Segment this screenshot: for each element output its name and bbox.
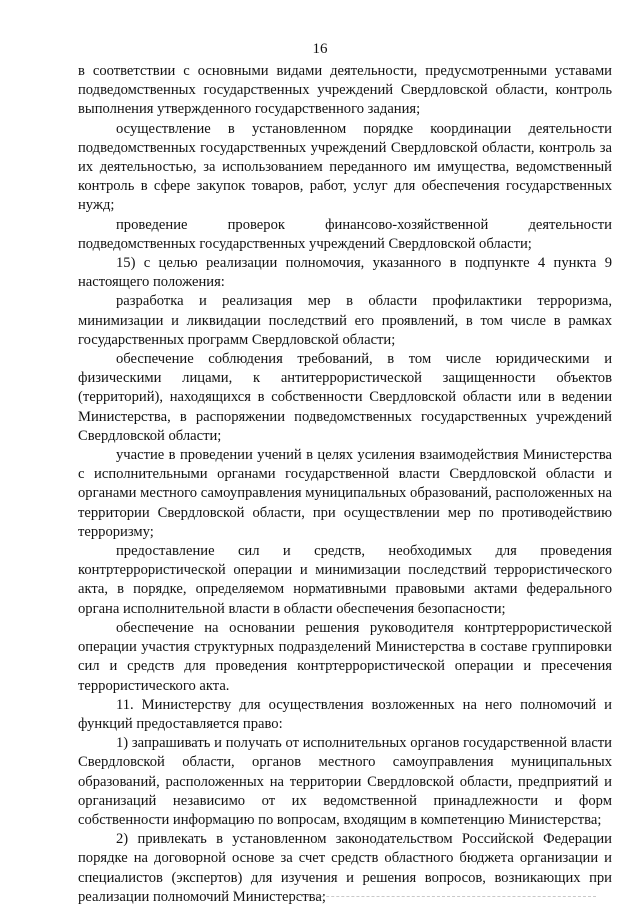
scan-edge-divider bbox=[296, 896, 596, 897]
paragraph: 15) с целью реализации полномочия, указанного в подпункте 4 пункта 9 настоящего положения: bbox=[78, 255, 612, 291]
document-body bbox=[78, 62, 612, 907]
page-number: 16 bbox=[312, 41, 328, 57]
paragraph: 1) запрашивать и получать от исполнительных органов государственной власти Свердловской области, органов местного самоуправления муниципальных образований, расположенных на территории Свердловской области, предприятий и организаций независимо от их ведомственной принадлежности и форм собственности информацию по вопросам, входящим в компетенцию Министерства; bbox=[78, 735, 612, 828]
paragraph: 11. Министерству для осуществления возложенных на него полномочий и функций предоставляется право: bbox=[78, 696, 612, 732]
paragraph: участие в проведении учений в целях усиления взаимодействия Министерства с исполнительными органами государственной власти Свердловской области и органами местного самоуправления муниципальных образований, расположенных на территории Свердловской области, при осуществлении мер по противодействию терроризму; bbox=[78, 447, 612, 540]
paragraph: 2) привлекать в установленном законодательством Российской Федерации порядке на договорной основе за счет средств областного бюджета организации и специалистов (экспертов) для изучения и решения вопросов, возникающих при реализации полномочий Министерства; bbox=[78, 831, 612, 905]
paragraph: предоставление сил и средств, необходимых для проведения контртеррористической операции и минимизации последствий террористического акта, в порядке, определяемом нормативными правовыми актами федерального органа исполнительной власти в области обеспечения безопасности; bbox=[78, 543, 612, 617]
paragraph: осуществление в установленном порядке координации деятельности подведомственных государственных учреждений Свердловской области, контроль за их деятельностью, за использованием переданного им имущества, ведомственный контроль в сфере закупок товаров, работ, услуг для обеспечения государственных нужд; bbox=[78, 120, 612, 214]
paragraph: обеспечение на основании решения руководителя контртеррористической операции участия структурных подразделений Министерства в составе группировки сил и средств для проведения контртеррористической операции и пресечения террористического акта. bbox=[78, 619, 612, 694]
paragraph: обеспечение соблюдения требований, в том числе юридическими и физическими лицами, к антитеррористической защищенности объектов (территорий), находящихся в собственности Свердловской области или в ведении Министерства, в распоряжении подведомственных государственных учреждений Свердловской области; bbox=[78, 351, 612, 444]
paragraph: проведение проверок финансово-хозяйственной деятельности подведомственных государственных учреждений Свердловской области; bbox=[78, 216, 612, 252]
paragraph: разработка и реализация мер в области профилактики терроризма, минимизации и ликвидации последствий его проявлений, в том числе в рамках государственных программ Свердловской области; bbox=[78, 293, 612, 348]
paragraph: в соответствии с основными видами деятельности, предусмотренными уставами подведомственных государственных учреждений Свердловской области, контроль выполнения утвержденного государственного задания; bbox=[78, 63, 612, 118]
